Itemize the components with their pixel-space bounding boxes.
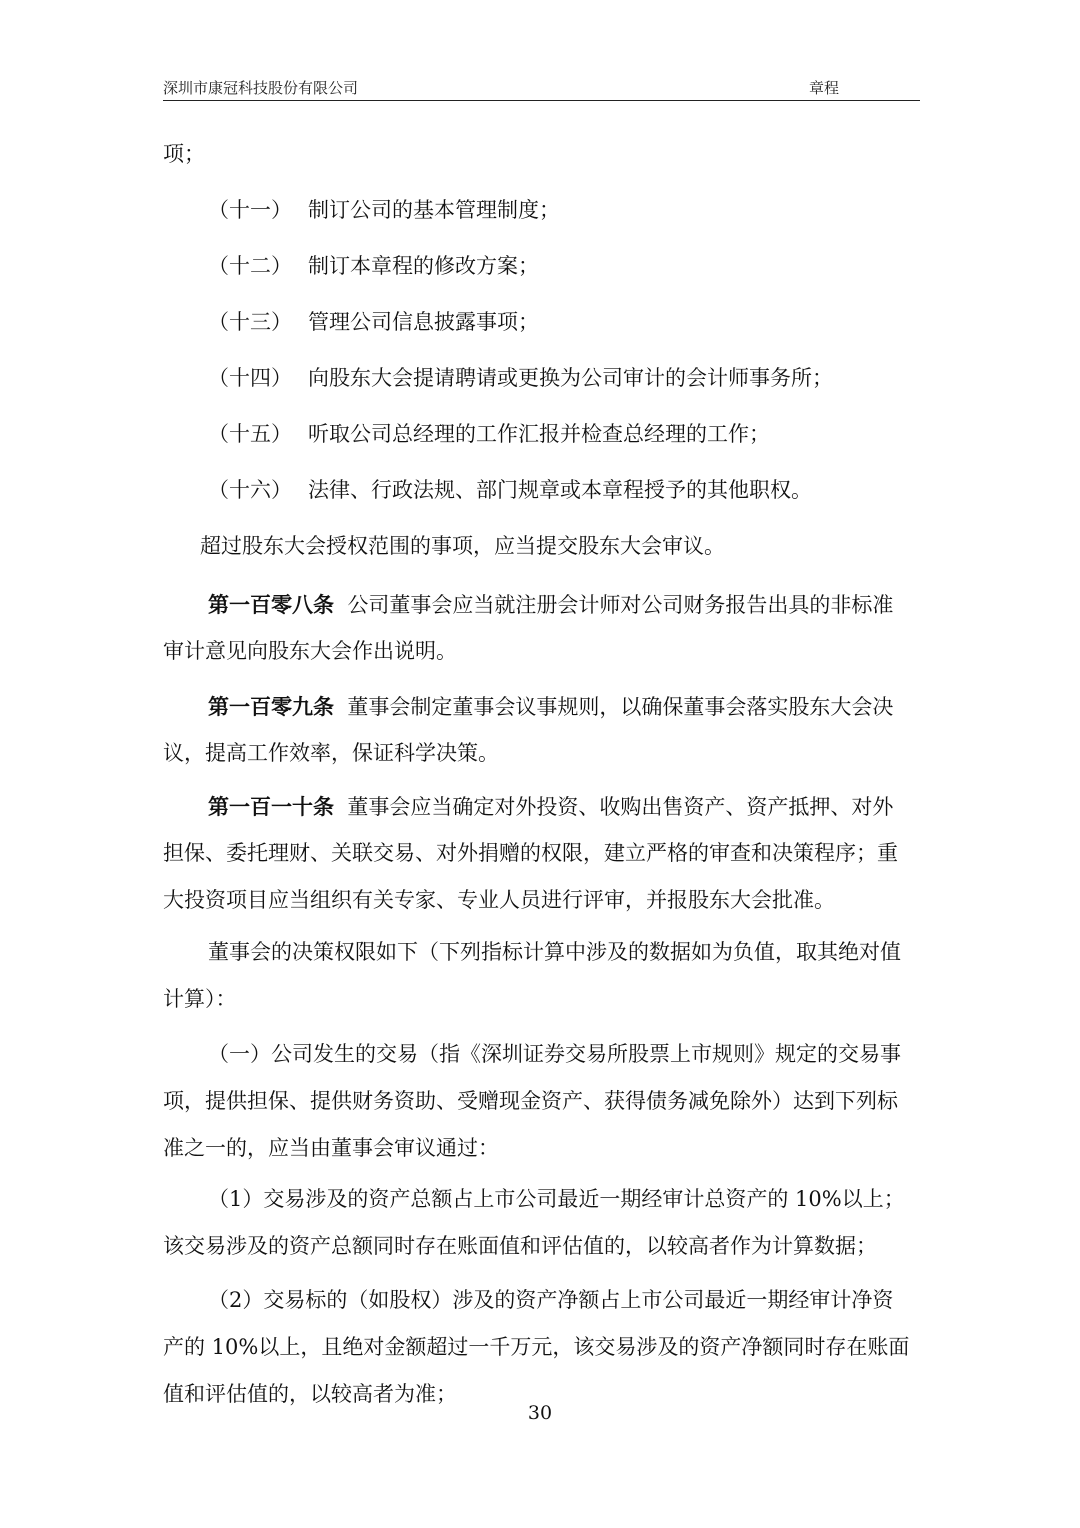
sub-clause-1-line-2: 该交易涉及的资产总额同时存在账面值和评估值的，以较高者作为计算数据；: [163, 1234, 877, 1258]
article-110-line-3: 大投资项目应当组织有关专家、专业人员进行评审，并报股东大会批准。: [163, 888, 835, 912]
article-109-line-1: [208, 683, 893, 731]
list-item: [208, 467, 812, 514]
list-item-text: 法律、行政法规、部门规章或本章程授予的其他职权。: [308, 478, 812, 502]
article-108-line-2: 审计意见向股东大会作出说明。: [163, 639, 457, 663]
sub-clause-1-line-1: （1）交易涉及的资产总额占上市公司最近一期经审计总资产的 10%以上；: [208, 1187, 905, 1211]
list-item: [208, 299, 539, 346]
list-item-text: 制订公司的基本管理制度；: [308, 198, 560, 222]
list-item-number: （十四）: [208, 366, 292, 390]
sub-clause-2-line-2: 产的 10%以上，且绝对金额超过一千万元，该交易涉及的资产净额同时存在账面: [163, 1335, 910, 1359]
list-item-number: （十二）: [208, 254, 292, 278]
clause-one-line-1: （一）公司发生的交易（指《深圳证券交易所股票上市规则》规定的交易事: [208, 1042, 901, 1066]
list-item-text: 管理公司信息披露事项；: [308, 310, 539, 334]
article-108-title: 第一百零八条: [208, 592, 334, 617]
page-header: [163, 76, 920, 101]
article-108-line-1: [208, 581, 893, 629]
article-108-text: 公司董事会应当就注册会计师对公司财务报告出具的非标准: [347, 593, 894, 617]
header-company-name: 深圳市康冠科技股份有限公司: [163, 79, 359, 97]
list-item: [208, 411, 770, 458]
list-item-text: 听取公司总经理的工作汇报并检查总经理的工作；: [308, 422, 770, 446]
authority-line-2: 计算）：: [163, 987, 237, 1011]
clause-one-line-2: 项，提供担保、提供财务资助、受赠现金资产、获得债务减免除外）达到下列标: [163, 1089, 898, 1113]
article-109-text: 董事会制定董事会议事规则，以确保董事会落实股东大会决: [347, 695, 894, 719]
article-110-title: 第一百一十条: [208, 794, 334, 819]
list-item: [208, 187, 560, 234]
list-item-number: （十五）: [208, 422, 292, 446]
sub-clause-2-line-3: 值和评估值的，以较高者为准；: [163, 1382, 457, 1406]
list-item-number: （十三）: [208, 310, 292, 334]
page-number: 30: [527, 1402, 553, 1424]
continuation-text: 项；: [163, 142, 205, 166]
authority-line-1: 董事会的决策权限如下（下列指标计算中涉及的数据如为负值，取其绝对值: [208, 940, 901, 964]
article-110-text: 董事会应当确定对外投资、收购出售资产、资产抵押、对外: [347, 795, 894, 819]
list-item: [208, 243, 539, 290]
article-109-title: 第一百零九条: [208, 694, 334, 719]
list-item-text: 制订本章程的修改方案；: [308, 254, 539, 278]
article-110-line-2: 担保、委托理财、关联交易、对外捐赠的权限，建立严格的审查和决策程序；重: [163, 841, 898, 865]
list-item: [208, 355, 833, 402]
article-109-line-2: 议，提高工作效率，保证科学决策。: [163, 741, 499, 765]
header-rule: [163, 100, 920, 101]
sub-clause-2-line-1: （2）交易标的（如股权）涉及的资产净额占上市公司最近一期经审计净资: [208, 1288, 894, 1312]
article-110-line-1: [208, 783, 893, 831]
clause-one-line-3: 准之一的，应当由董事会审议通过：: [163, 1136, 499, 1160]
list-item-number: （十一）: [208, 198, 292, 222]
list-item-text: 向股东大会提请聘请或更换为公司审计的会计师事务所；: [308, 366, 833, 390]
list-item-number: （十六）: [208, 478, 292, 502]
header-document-type: 章程: [809, 79, 840, 97]
paragraph-exceed-authority: 超过股东大会授权范围的事项，应当提交股东大会审议。: [200, 534, 725, 558]
